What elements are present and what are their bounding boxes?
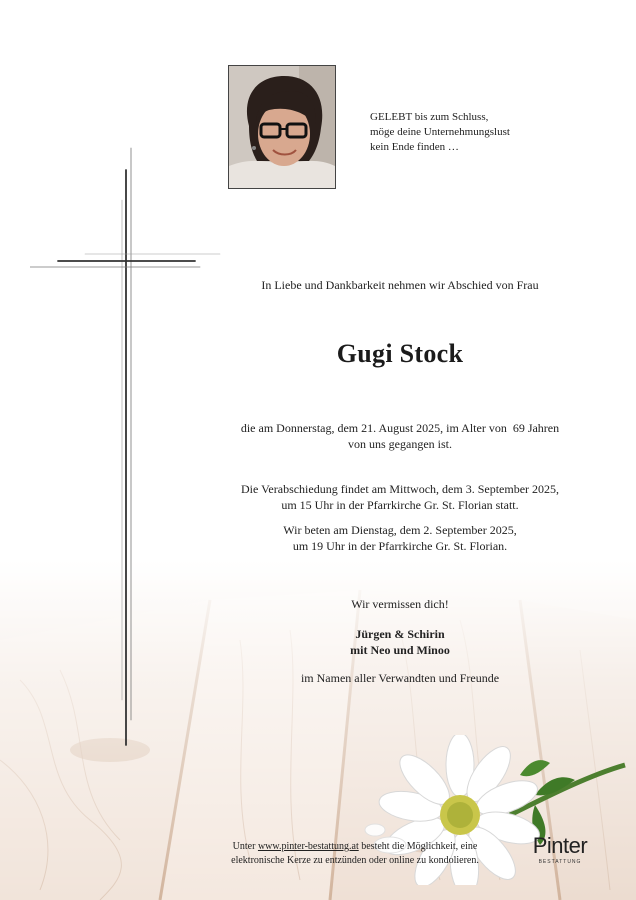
motto-text bbox=[370, 110, 510, 155]
intro-text: In Liebe und Dankbarkeit nehmen wir Abschied von Frau bbox=[261, 278, 539, 292]
death-line: von uns gegangen ist. bbox=[348, 437, 452, 451]
family-names bbox=[190, 626, 610, 658]
footer-prefix: Unter bbox=[232, 841, 258, 852]
portrait-photo bbox=[228, 65, 336, 189]
website-link[interactable]: www.pinter-bestattung.at bbox=[257, 841, 359, 852]
prayer-line: um 19 Uhr in der Pfarrkirche Gr. St. Florian. bbox=[292, 539, 508, 553]
footer-text bbox=[200, 840, 510, 868]
farewell-line: Die Verabschiedung findet am Mittwoch, dem 3. September 2025, bbox=[240, 482, 560, 496]
death-line: die am Donnerstag, dem 21. August 2025, im Alter von 69 Jahren bbox=[240, 421, 560, 435]
motto-line: möge deine Unternehmungslust bbox=[370, 126, 510, 138]
footer-line bbox=[200, 840, 510, 854]
death-notice bbox=[190, 420, 610, 452]
miss-text: Wir vermissen dich! bbox=[351, 597, 449, 611]
family-line: mit Neo und Minoo bbox=[350, 643, 450, 657]
motto-line: GELEBT bis zum Schluss, bbox=[370, 111, 489, 123]
pinter-logo bbox=[524, 834, 596, 865]
prayer-line: Wir beten am Dienstag, dem 2. September 2025, bbox=[283, 523, 517, 537]
farewell-notice bbox=[190, 481, 610, 513]
footer-line: elektronische Kerze zu entzünden oder online zu kondolieren. bbox=[231, 855, 479, 866]
logo-name: Pinter bbox=[532, 833, 588, 858]
footer-suffix: besteht die Möglichkeit, eine bbox=[358, 841, 478, 852]
farewell-line: um 15 Uhr in der Pfarrkirche Gr. St. Florian statt. bbox=[281, 498, 519, 512]
motto-line: kein Ende finden … bbox=[370, 141, 459, 153]
prayer-notice bbox=[190, 522, 610, 554]
logo-subtitle: BESTATTUNG bbox=[538, 859, 582, 865]
family-line: Jürgen & Schirin bbox=[355, 627, 445, 641]
deceased-name: Gugi Stock bbox=[336, 339, 464, 368]
relatives-text: im Namen aller Verwandten und Freunde bbox=[300, 671, 500, 685]
